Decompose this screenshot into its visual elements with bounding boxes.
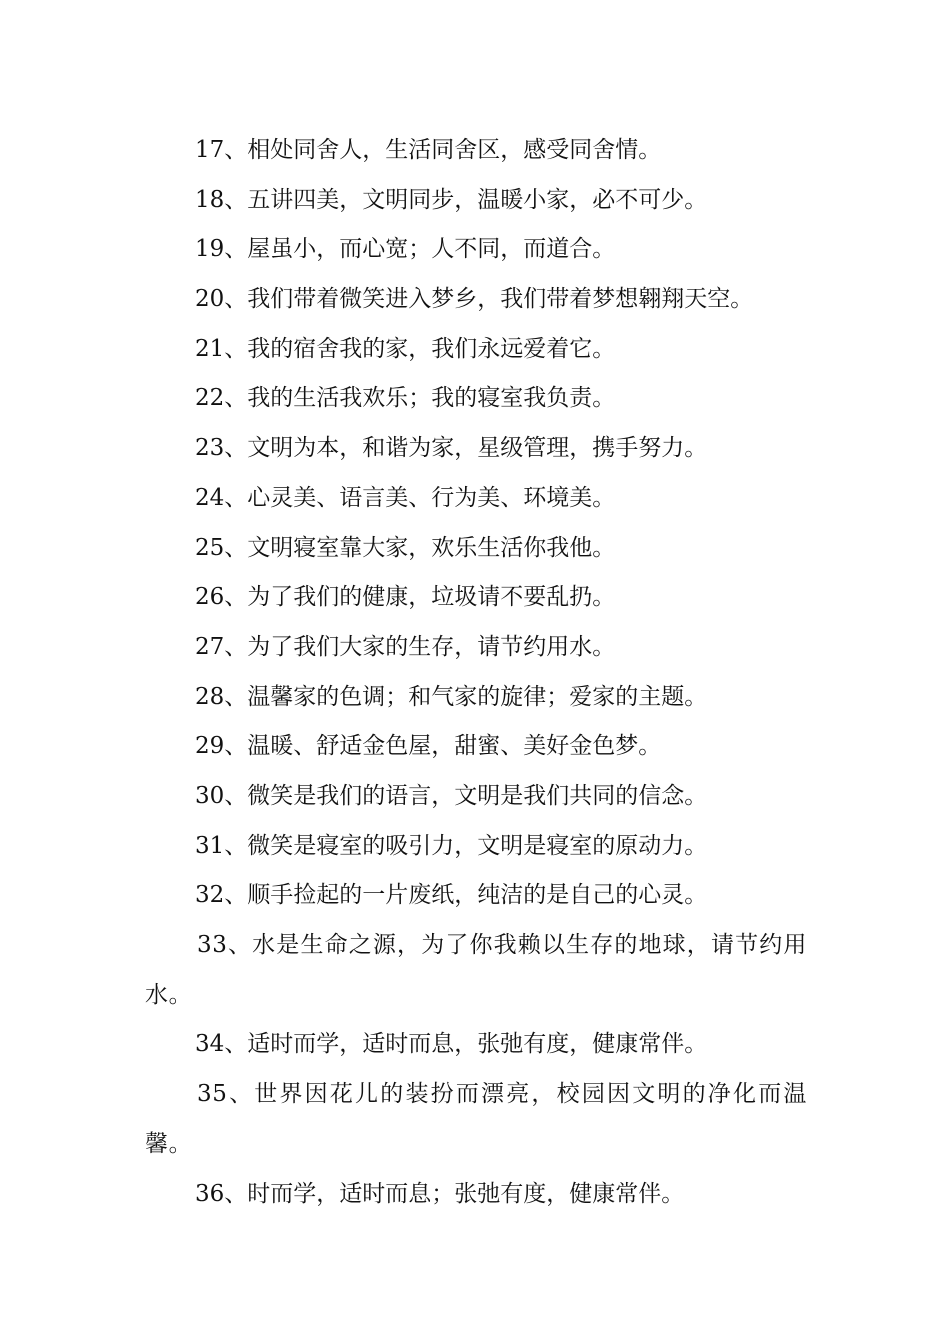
slogan-item: 35、世界因花儿的装扮而漂亮，校园因文明的净化而温馨。 <box>145 1081 807 1157</box>
slogan-item: 34、适时而学，适时而息，张弛有度，健康常伴。 <box>195 1031 708 1058</box>
slogan-item: 36、时而学，适时而息；张弛有度，健康常伴。 <box>195 1180 685 1207</box>
slogan-item: 31、微笑是寝室的吸引力，文明是寝室的原动力。 <box>195 832 708 859</box>
slogan-item: 26、为了我们的健康，垃圾请不要乱扔。 <box>195 584 616 611</box>
slogan-item: 20、我们带着微笑进入梦乡，我们带着梦想翱翔天空。 <box>195 286 754 313</box>
slogan-item: 29、温暖、舒适金色屋，甜蜜、美好金色梦。 <box>195 733 662 760</box>
slogan-item: 22、我的生活我欢乐；我的寝室我负责。 <box>195 385 616 412</box>
slogan-item: 33、水是生命之源，为了你我赖以生存的地球，请节约用水。 <box>145 932 807 1008</box>
slogan-item: 24、心灵美、语言美、行为美、环境美。 <box>195 484 616 511</box>
slogan-item: 18、五讲四美，文明同步，温暖小家，必不可少。 <box>195 186 708 213</box>
slogan-item: 21、我的宿舍我的家，我们永远爱着它。 <box>195 335 616 362</box>
slogan-item: 23、文明为本，和谐为家，星级管理，携手努力。 <box>195 435 708 462</box>
slogan-item: 17、相处同舍人，生活同舍区，感受同舍情。 <box>195 137 662 163</box>
slogan-item: 27、为了我们大家的生存，请节约用水。 <box>195 633 616 660</box>
slogan-item: 28、温馨家的色调；和气家的旋律；爱家的主题。 <box>195 683 708 710</box>
slogan-item: 32、顺手捡起的一片废纸，纯洁的是自己的心灵。 <box>195 882 708 909</box>
slogan-item: 25、文明寝室靠大家，欢乐生活你我他。 <box>195 534 616 561</box>
slogan-list <box>145 126 807 1219</box>
slogan-item: 30、微笑是我们的语言，文明是我们共同的信念。 <box>195 782 708 809</box>
slogan-item: 19、屋虽小，而心宽；人不同，而道合。 <box>195 236 616 263</box>
